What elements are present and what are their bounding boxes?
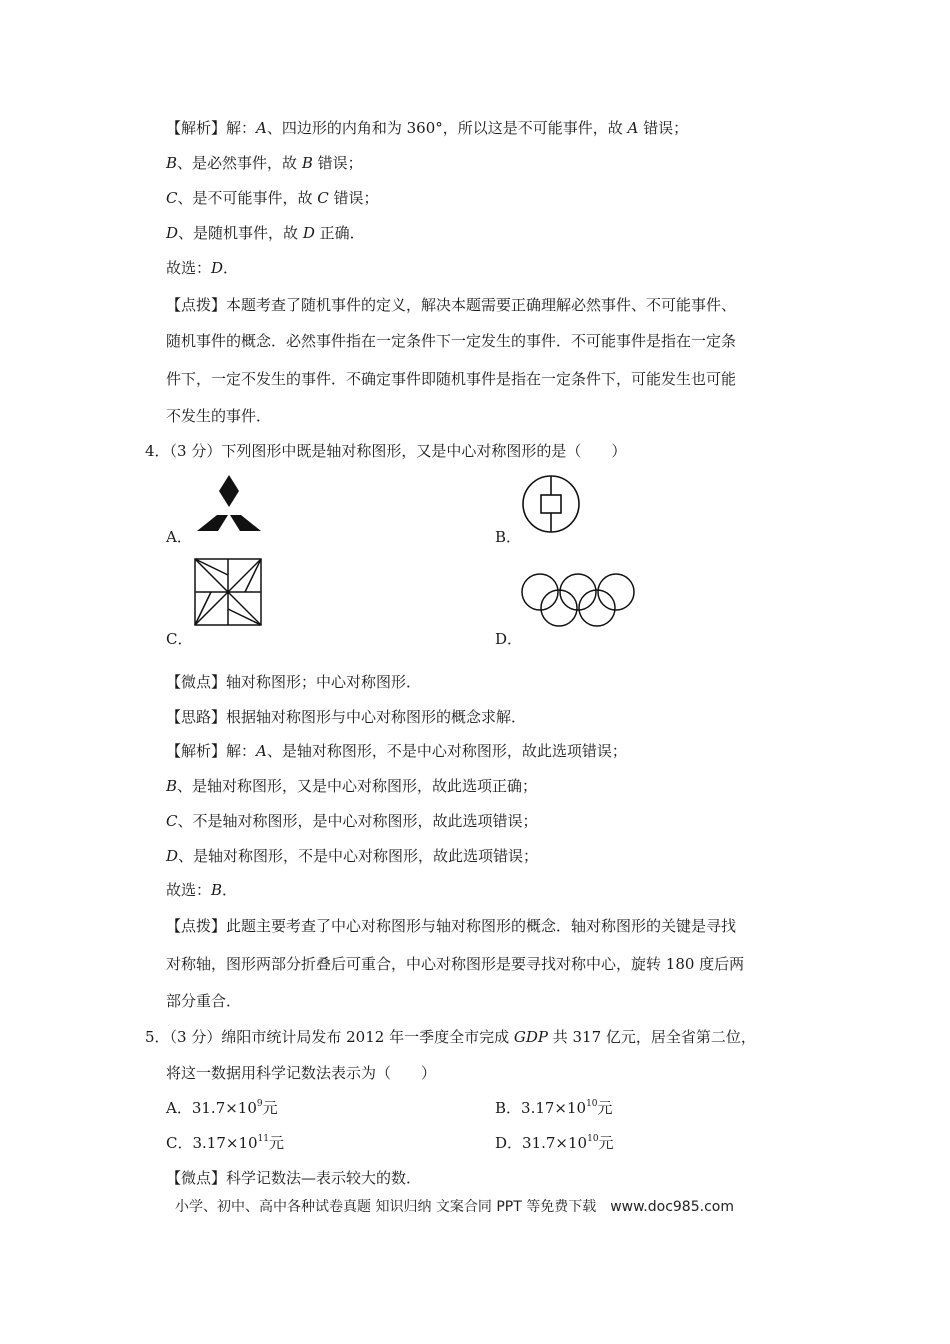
q4-key-point: 【微点】轴对称图形；中心对称图形． bbox=[166, 673, 422, 691]
s3-tip-line-1: 【点拨】本题考查了随机事件的定义，解决本题需要正确理解必然事件、不可能事件、 bbox=[166, 296, 737, 314]
q4-tip-line-3: 部分重合． bbox=[166, 992, 242, 1010]
pinwheel-icon bbox=[193, 557, 263, 627]
q4-analysis-line-2: B、是轴对称图形，又是中心对称图形，故此选项正确； bbox=[166, 777, 538, 795]
q5-stem-line-2: 将这一数据用科学记数法表示为（ ） bbox=[166, 1064, 437, 1082]
q4-option-a-label: A． bbox=[166, 528, 192, 546]
q4-analysis-line-3: C、不是轴对称图形，是中心对称图形，故此选项错误； bbox=[166, 812, 538, 830]
s3-analysis-line-4: D、是随机事件，故 D 正确． bbox=[166, 224, 365, 242]
s3-analysis-line-1: 【解析】解：A、四边形的内角和为 360°，所以这是不可能事件，故 A 错误； bbox=[166, 119, 689, 137]
q5-stem-line-1: 5．（3 分）绵阳市统计局发布 2012 年一季度全市完成 GDP 共 317 亿元，居全省第二位， bbox=[145, 1028, 756, 1046]
q4-tip-line-2: 对称轴，图形两部分折叠后可重合，中心对称图形是要寻找对称中心，旋转 180 度后两 bbox=[166, 955, 745, 973]
s3-answer: 故选：D． bbox=[166, 259, 239, 277]
q4-tip-line-1: 【点拨】此题主要考查了中心对称图形与轴对称图形的概念．轴对称图形的关键是寻找 bbox=[166, 917, 737, 935]
q4-option-b-label: B． bbox=[495, 528, 522, 546]
q5-option-b: B．$3.17\times 10^{10}$元 bbox=[495, 1099, 613, 1117]
q4-stem: 4．（3 分）下列图形中既是轴对称图形，又是中心对称图形的是（ ） bbox=[145, 442, 627, 460]
q4-option-c-label: C． bbox=[166, 630, 193, 648]
circle-square-icon bbox=[520, 473, 582, 535]
s3-analysis-line-3: C、是不可能事件，故 C 错误； bbox=[166, 189, 379, 207]
q4-option-d-label: D． bbox=[495, 630, 523, 648]
three-diamonds-icon bbox=[195, 473, 263, 535]
footer-banner: 小学、初中、高中各种试卷真题 知识归纳 文案合同 PPT 等免费下载 www.doc985.com bbox=[175, 1199, 734, 1215]
s3-tip-line-4: 不发生的事件． bbox=[166, 407, 272, 425]
q5-option-d: D．$31.7\times 10^{10}$元 bbox=[495, 1134, 614, 1152]
q4-analysis-line-4: D、是轴对称图形，不是中心对称图形，故此选项错误； bbox=[166, 847, 539, 865]
s3-analysis-line-2: B、是必然事件，故 B 错误； bbox=[166, 154, 363, 172]
q4-answer: 故选：B． bbox=[166, 881, 238, 899]
q5-option-c: C．$3.17\times 10^{11}$元 bbox=[166, 1134, 284, 1152]
s3-tip-line-3: 件下，一定不发生的事件．不确定事件即随机事件是指在一定条件下，可能发生也可能 bbox=[166, 370, 737, 388]
s3-tip-line-2: 随机事件的概念．必然事件指在一定条件下一定发生的事件．不可能事件是指在一定条 bbox=[166, 332, 737, 350]
olympic-rings-icon bbox=[520, 570, 642, 630]
q4-analysis-line-1: 【解析】解：A、是轴对称图形，不是中心对称图形，故此选项错误； bbox=[166, 742, 627, 760]
q4-approach: 【思路】根据轴对称图形与中心对称图形的概念求解． bbox=[166, 708, 527, 726]
q5-option-a: A．$31.7\times 10^9$元 bbox=[166, 1099, 278, 1117]
q5-key-point: 【微点】科学记数法—表示较大的数． bbox=[166, 1169, 422, 1187]
